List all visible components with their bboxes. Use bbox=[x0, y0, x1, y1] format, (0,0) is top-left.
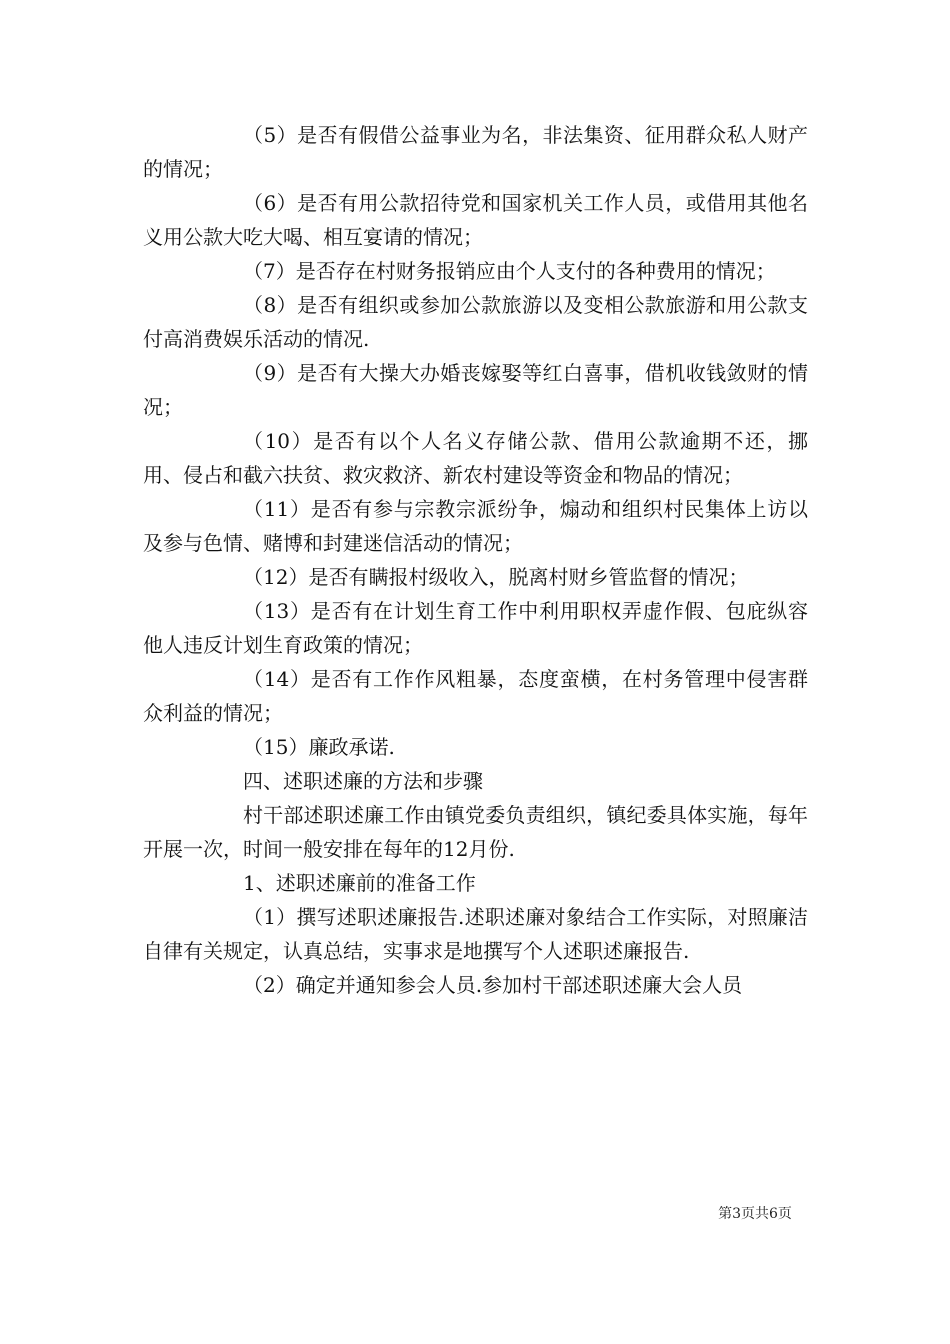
paragraph-item-7: （7）是否存在村财务报销应由个人支付的各种费用的情况； bbox=[243, 259, 776, 283]
document-body bbox=[143, 118, 808, 1002]
subsection-heading-preparation: 1、述职述廉前的准备工作 bbox=[243, 871, 476, 895]
paragraph-item-15: （15）廉政承诺. bbox=[243, 735, 395, 759]
paragraph-item-10: （10）是否有以个人名义存储公款、借用公款逾期不还，挪用、侵占和截六扶贫、救灾救济、新农村建设等资金和物品的情况； bbox=[143, 429, 808, 487]
section-heading-methods: 四、述职述廉的方法和步骤 bbox=[243, 769, 483, 793]
paragraph-item-5: （5）是否有假借公益事业为名，非法集资、征用群众私人财产的情况； bbox=[143, 123, 808, 181]
paragraph-step-2: （2）确定并通知参会人员.参加村干部述职述廉大会人员 bbox=[243, 973, 743, 997]
paragraph-item-14: （14）是否有工作作风粗暴，态度蛮横，在村务管理中侵害群众利益的情况； bbox=[143, 667, 808, 725]
paragraph-item-11: （11）是否有参与宗教宗派纷争，煽动和组织村民集体上访以及参与色情、赌博和封建迷信活动的情况； bbox=[143, 497, 808, 555]
paragraph-section-intro: 村干部述职述廉工作由镇党委负责组织，镇纪委具体实施，每年开展一次，时间一般安排在每年的12月份. bbox=[143, 803, 808, 861]
paragraph-step-1: （1）撰写述职述廉报告.述职述廉对象结合工作实际，对照廉洁自律有关规定，认真总结，实事求是地撰写个人述职述廉报告. bbox=[143, 905, 808, 963]
paragraph-item-8: （8）是否有组织或参加公款旅游以及变相公款旅游和用公款支付高消费娱乐活动的情况. bbox=[143, 293, 808, 351]
page-number-footer: 第3页共6页 bbox=[718, 1206, 792, 1222]
paragraph-item-12: （12）是否有瞒报村级收入，脱离村财乡管监督的情况； bbox=[243, 565, 749, 589]
paragraph-item-9: （9）是否有大操大办婚丧嫁娶等红白喜事，借机收钱敛财的情况； bbox=[143, 361, 808, 419]
paragraph-item-13: （13）是否有在计划生育工作中利用职权弄虚作假、包庇纵容他人违反计划生育政策的情况； bbox=[143, 599, 808, 657]
paragraph-item-6: （6）是否有用公款招待党和国家机关工作人员，或借用其他名义用公款大吃大喝、相互宴请的情况； bbox=[143, 191, 808, 249]
